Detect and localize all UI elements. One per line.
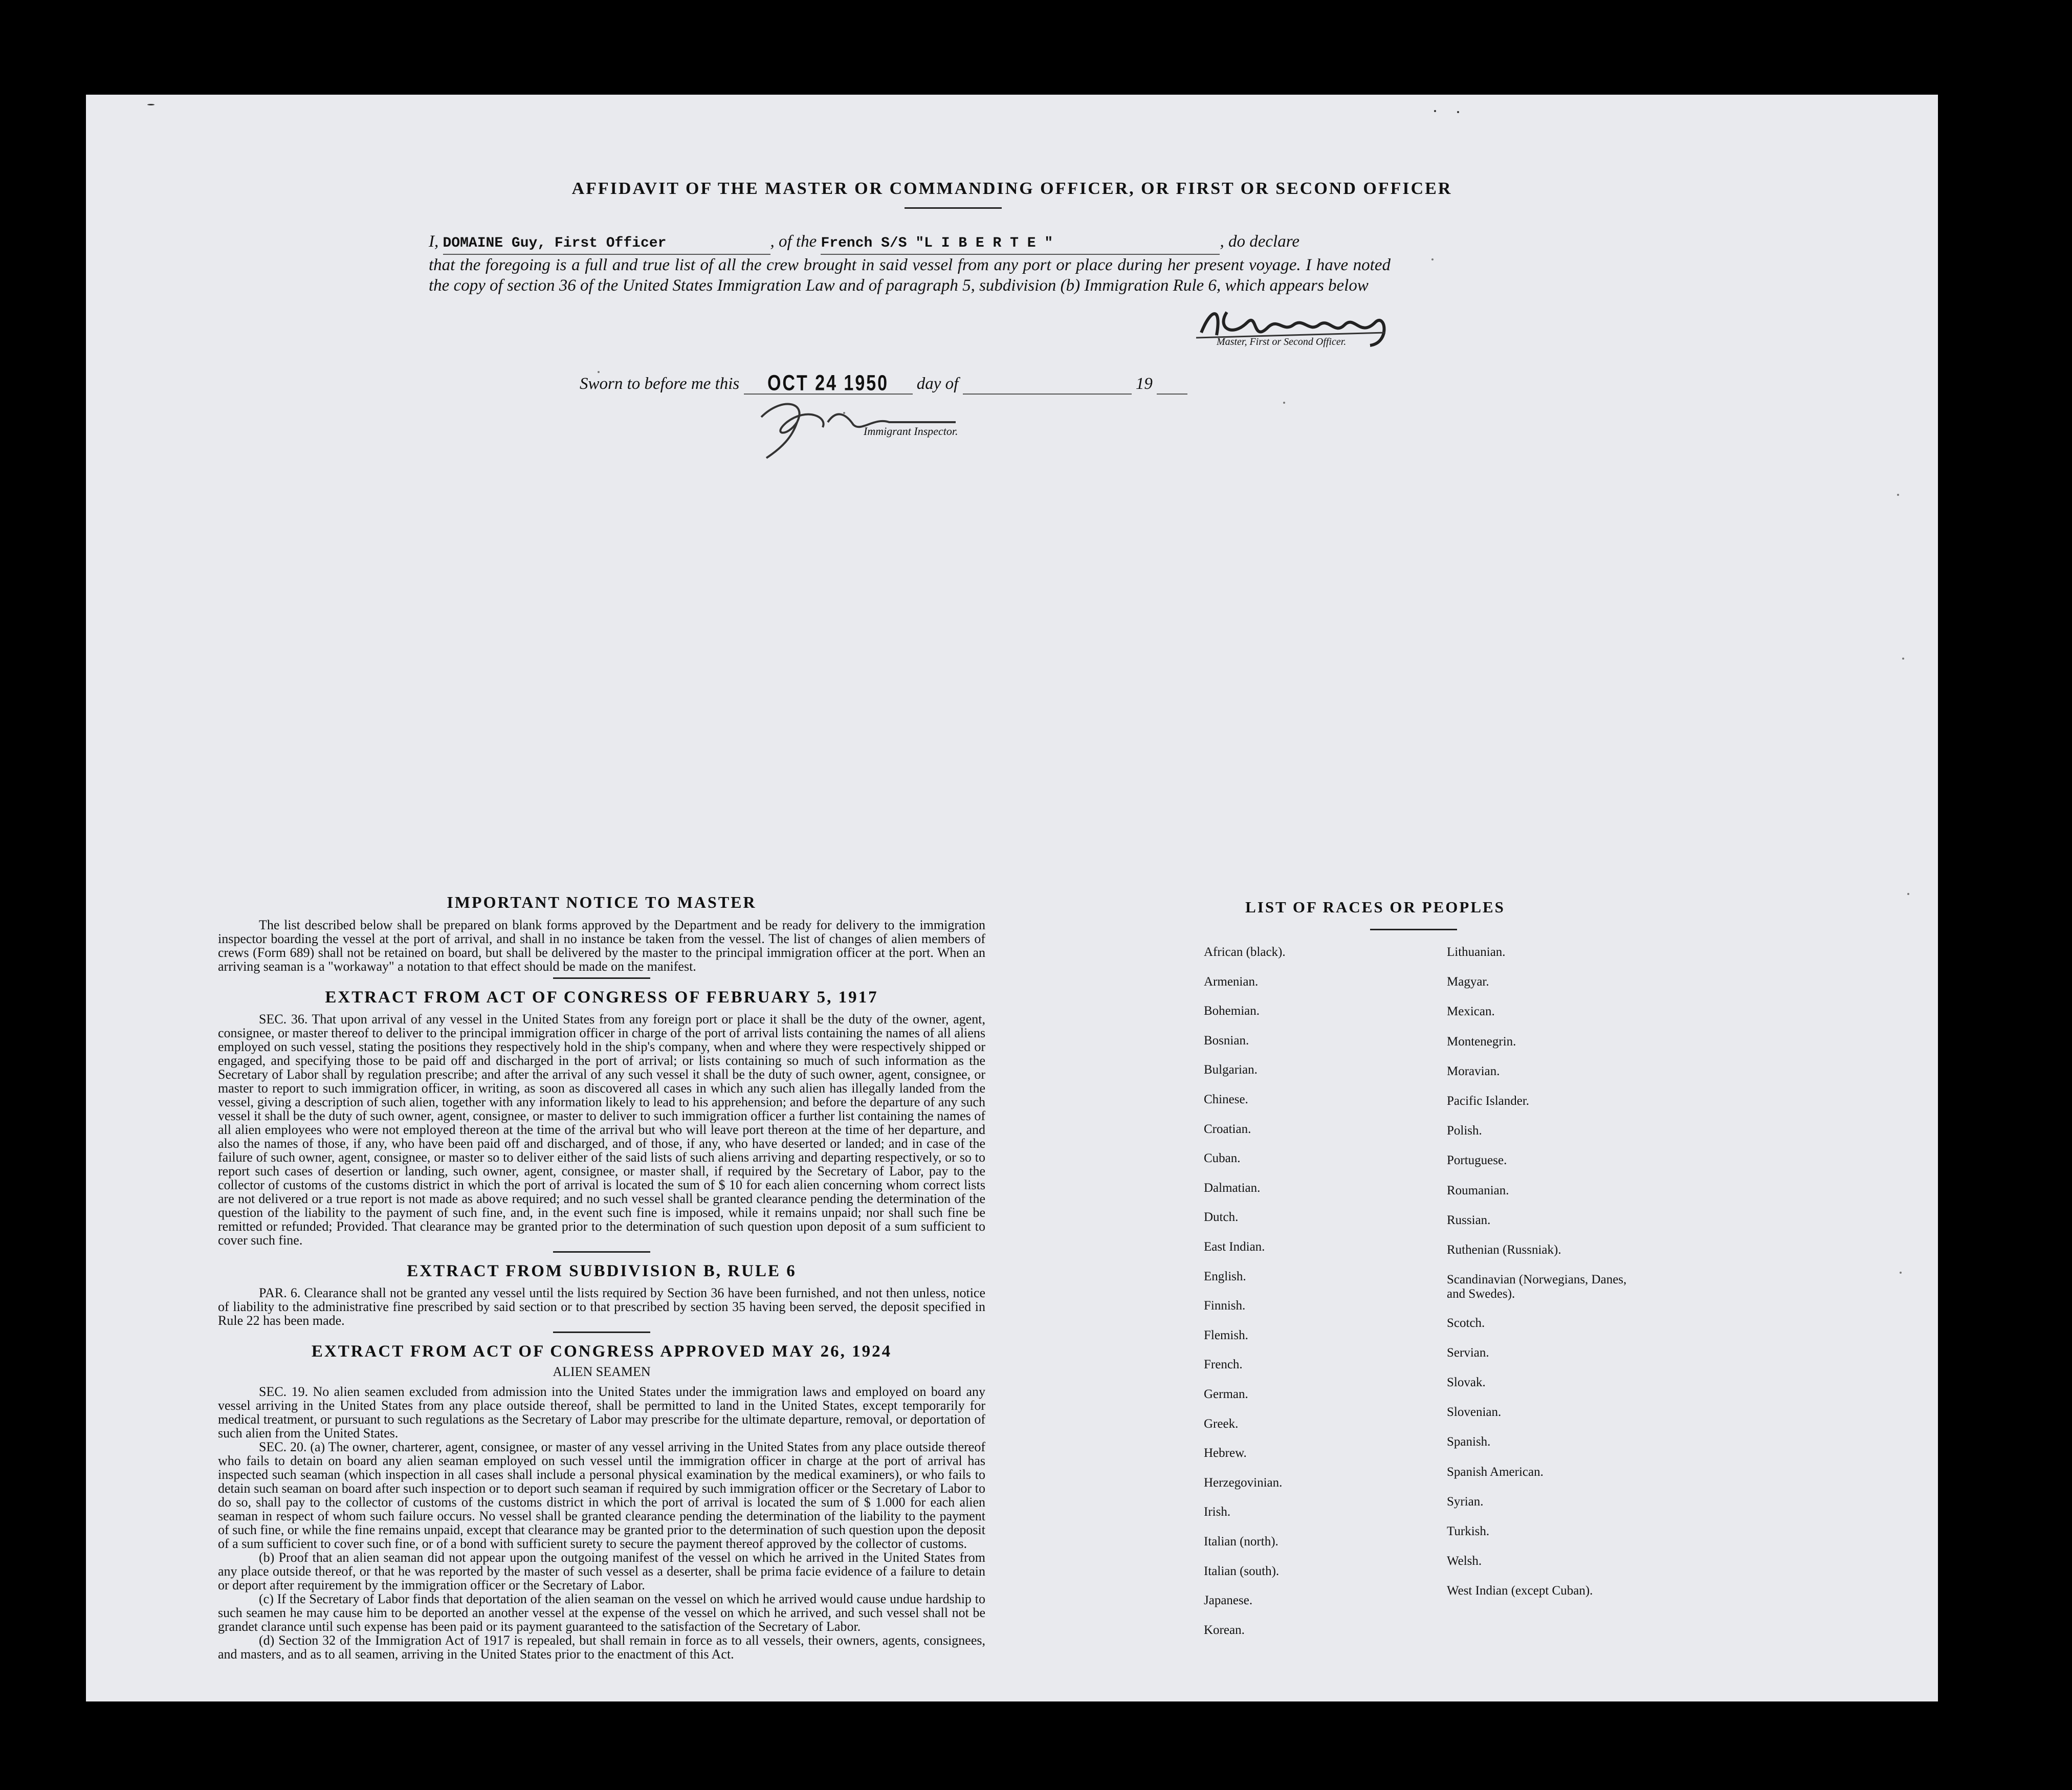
extract-1917-title: EXTRACT FROM ACT OF CONGRESS OF FEBRUARY 5, 1917 [325, 988, 878, 1007]
race-item: Dutch. [1204, 1210, 1239, 1225]
race-item: Bulgarian. [1204, 1063, 1258, 1077]
day-of-label: day of [916, 375, 959, 393]
race-item: Scandinavian (Norwegians, Danes, and Swedes). [1447, 1273, 1627, 1301]
race-item: Mexican. [1447, 1005, 1495, 1019]
notice-body: The list described below shall be prepared on blank forms approved by the Department and be ready for delivery to the immigration inspector boarding the vessel at the port of arrival, and shall in no instance be taken from the vessel. The list of changes of alien members of crews (Form 689) shall not be retained on board, but shall be delivered by the master to the principal immigration officer at the port. When an arriving seaman is a "workaway" a notation to that effect should be made on the manifest. [218, 918, 985, 974]
race-item: Hebrew. [1204, 1446, 1247, 1460]
alien-seamen-subtitle: ALIEN SEAMEN [553, 1364, 651, 1379]
race-item: French. [1204, 1358, 1243, 1372]
punch-hole [1989, 211, 2013, 235]
race-item: Bosnian. [1204, 1033, 1249, 1047]
punch-hole [1987, 663, 2010, 686]
sec20c-body: (c) If the Secretary of Labor finds that deportation of the alien seaman on the vessel on which he arrived would cause undue hardship to such seamen he may cause him to be deported an another vessel at the expense of the vessel on which he arrived, and such vessel shall not be grandet clarance until such expense has been paid or its payment guaranteed to the satisfaction of the Secretary of Labor. [218, 1591, 985, 1634]
race-item: Montenegrin. [1447, 1034, 1516, 1049]
race-item: Spanish American. [1447, 1465, 1544, 1479]
document-page [86, 95, 1938, 1701]
race-item: Slovak. [1447, 1375, 1486, 1389]
punch-hole [1984, 1226, 2008, 1249]
race-item: Greek. [1204, 1416, 1239, 1431]
race-item: German. [1204, 1387, 1248, 1401]
race-item: Polish. [1447, 1124, 1482, 1138]
sec19-body: SEC. 19. No alien seamen excluded from admission into the United States under the immigration laws and employed on board any vessel arriving in the United States from any place outside thereof, shall be permitted to land in the United States, except temporarily for medical treatment, or pursuant to such regulations as the Secretary of Labor may prescribe for the ultimate departure, removal, or deportation of such alien from the United States. [218, 1384, 985, 1440]
race-item: Moravian. [1447, 1064, 1500, 1078]
race-item: Flemish. [1204, 1328, 1248, 1342]
punch-hole [1989, 573, 2013, 597]
race-item: Roumanian. [1447, 1183, 1509, 1197]
affidavit-title: AFFIDAVIT OF THE MASTER OR COMMANDING OFFICER, OR FIRST OR SECOND OFFICER [571, 179, 1452, 198]
rule6-body: PAR. 6. Clearance shall not be granted any vessel until the lists required by Section 36 have been furnished, and not then unless, notice of liability to the administrative fine prescribed by said section or to that prescribed by section 35 having been served, the deposit specified in Rule 22 has been made. [218, 1285, 985, 1328]
date-stamp: OCT 24 1950 [767, 371, 889, 396]
sworn-prefix: Sworn to before me this [580, 375, 740, 393]
race-item: Syrian. [1447, 1494, 1484, 1509]
race-item: Cuban. [1204, 1151, 1241, 1166]
race-item: Dalmatian. [1204, 1181, 1261, 1195]
race-item: Lithuanian. [1447, 945, 1506, 959]
race-item: West Indian (except Cuban). [1447, 1584, 1593, 1598]
punch-hole [1984, 1139, 2008, 1162]
punch-hole [1990, 322, 2014, 346]
race-item: Magyar. [1447, 975, 1489, 989]
race-item: Italian (north). [1204, 1535, 1279, 1548]
races-title: LIST OF RACES OR PEOPLES [1245, 898, 1505, 916]
race-item: Irish. [1204, 1505, 1231, 1519]
officer-name-field: DOMAINE Guy, First Officer [443, 233, 770, 255]
sec20b-body: (b) Proof that an alien seaman did not appear upon the outgoing manifest of the vessel on which he arrived in the United States from any place outside thereof, or that he was reported by the master of such vessel as a deserter, shall be prima facie evidence of a failure to detain or deport after requirement by the immigration officer or the Secretary of Labor. [218, 1550, 985, 1592]
race-item: Ruthenian (Russniak). [1447, 1243, 1561, 1257]
race-item: Spanish. [1447, 1435, 1491, 1449]
race-item: Pacific Islander. [1447, 1094, 1530, 1108]
race-item: Turkish. [1447, 1524, 1490, 1538]
affidavit-text [429, 231, 1493, 296]
race-item: Chinese. [1204, 1093, 1248, 1106]
sec20d-body: (d) Section 32 of the Immigration Act of 1917 is repealed, but shall remain in force as to all vessels, their owners, agents, consignees, and masters, and as to all seamen, arriving in the United States prior to the enactment of this Act. [218, 1633, 985, 1662]
notice-title: IMPORTANT NOTICE TO MASTER [447, 893, 757, 911]
race-item: African (black). [1204, 945, 1286, 959]
extract-1917-body: SEC. 36. That upon arrival of any vessel in the United States from any foreign port or place it shall be the duty of the owner, agent, consignee, or master thereof to deliver to the principal immigration officer in charge of the port of arrival lists containing the names of all aliens employed on such vessel, stating the positions they respectively hold in the ship's company, when and where they were respectively shipped or engaged, and specifying those to be paid off and discharged in the port of arrival; or lists containing so much of such information as the Secretary of Labor shall by regulation prescribe; and after the arrival of any such vessel it shall be the duty of such owner, agent, consignee, or master to report to such immigration officer, in writing, as soon as discovered all cases in which any such alien has illegally landed from the vessel, giving a description of such alien, together with any information likely to lead to his apprehension; and before the departure of any such vessel it shall be the duty of such owner, agent, consignee, or master to deliver to such immigration officer a further list containing the names of all alien employees who were not employed thereon at the time of the arrival but who will leave port thereon at the time of her departure, and also the names of those, if any, who have been paid off and discharged, and of those, if any, who have deserted or landed; and in case of the failure of such owner, agent, consignee, or master so to deliver either of the said lists of such aliens arriving and departing respectively, or so to report such cases of desertion or landing, such owner, agent, consignee, or master shall, if required by the Secretary of Labor, pay to the collector of customs of the customs district in which the port of arrival is located the sum of $ 10 for each alien concerning whom correct lists are not delivered or a true report is not made as above required; and no such vessel shall be granted clearance pending the determination of the question of the liability to the payment of such fine, and, in the event such fine is imposed, while it remains unpaid; nor shall such fine be remitted or refunded; Provided. That clearance may be granted prior to the determination of such question upon deposit of a sum sufficient to cover such fine. [218, 1012, 985, 1248]
of-the-label: , of the [770, 232, 817, 251]
punch-hole [1985, 1556, 2009, 1579]
race-item: Russian. [1447, 1213, 1491, 1227]
race-item: Welsh. [1447, 1554, 1482, 1568]
race-item: Slovenian. [1447, 1405, 1502, 1420]
race-item: Portuguese. [1447, 1153, 1507, 1168]
race-item: English. [1204, 1269, 1246, 1283]
race-item: Finnish. [1204, 1299, 1246, 1313]
race-item: Italian (south). [1204, 1564, 1280, 1578]
race-item: Croatian. [1204, 1122, 1251, 1136]
race-item: Herzegovinian. [1204, 1475, 1283, 1490]
race-item: Bohemian. [1204, 1004, 1260, 1018]
rule6-title: EXTRACT FROM SUBDIVISION B, RULE 6 [407, 1262, 797, 1280]
do-declare-label: , do declare [1220, 232, 1299, 251]
punch-hole [1990, 274, 2011, 294]
punch-hole [1989, 234, 2013, 257]
affidavit-body: that the foregoing is a full and true list of all the crew brought in said vessel from any port or place during her present voyage. I have noted the copy of section 36 of the United States Immigration Law and of paragraph 5, subdivision (b) Immigration Rule 6, which appears below [429, 256, 1391, 295]
race-item: Scotch. [1447, 1316, 1485, 1330]
affidavit-intro: I, [429, 232, 439, 251]
signer-role-label: Master, First or Second Officer. [1217, 336, 1347, 347]
sec20a-body: SEC. 20. (a) The owner, charterer, agent, consignee, or master of any vessel arriving in the United States from any place outside thereof who fails to detain on board any alien seaman employed on such vessel until the immigration officer in charge at the port of arrival has inspected such seaman (which inspection in all cases shall include a personal physical examination by the medical examiners), or who fails to detain such seaman on board after such inspection or to deport such seaman if required by such immigration officer or the Secretary of Labor to do so, shall pay to the collector of customs of the customs district in which the port of arrival is located the sum of $ 1.000 for each alien seaman in respect of whom such failure occurs. No vessel shall be granted clearance pending the determination of the liability to the payment of such fine, or while the fine remains unpaid, except that clearance may be granted prior to the determination of such question upon the deposit of a sum sufficient to cover such fine, or of a bond with sufficient surety to secure the payment thereof approved by the collector of customs. [218, 1439, 985, 1551]
extract-1924-title: EXTRACT FROM ACT OF CONGRESS APPROVED MAY 26, 1924 [311, 1342, 892, 1361]
race-item: East Indian. [1204, 1240, 1265, 1254]
year-prefix: 19 [1135, 375, 1153, 393]
vessel-name-field: French S/S "L I B E R T E " [821, 233, 1220, 255]
race-item: Korean. [1204, 1623, 1245, 1637]
race-item: Armenian. [1204, 974, 1259, 989]
punch-hole [1985, 1471, 2009, 1495]
legal-column [218, 893, 985, 1661]
inspector-label: Immigrant Inspector. [864, 425, 958, 438]
race-item: Servian. [1447, 1345, 1489, 1360]
race-item: Japanese. [1204, 1593, 1253, 1608]
